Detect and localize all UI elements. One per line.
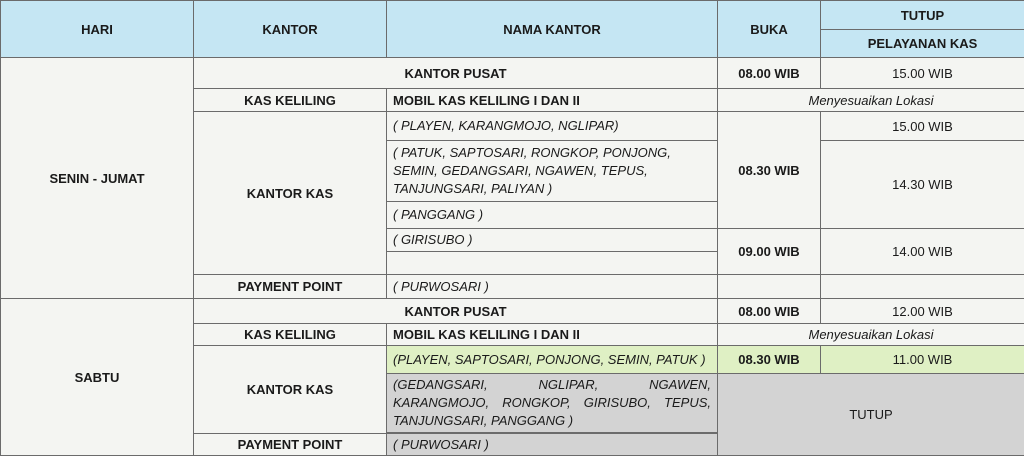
sat-kantor-pusat-close: 12.00 WIB xyxy=(821,299,1024,324)
payment-point-name: ( PURWOSARI ) xyxy=(387,275,718,299)
sat-payment-point-label: PAYMENT POINT xyxy=(194,434,387,456)
payment-point-open-empty xyxy=(718,275,821,299)
kantor-kas-group-4: ( GIRISUBO ) xyxy=(387,229,718,252)
kantor-kas-group-4-spacer xyxy=(387,252,718,275)
header-buka: BUKA xyxy=(718,1,821,58)
header-kantor: KANTOR xyxy=(194,1,387,58)
kas-keliling-note: Menyesuaikan Lokasi xyxy=(718,89,1024,112)
kantor-kas-group-2: ( PATUK, SAPTOSARI, RONGKOP, PONJONG, SEMIN, GEDANGSARI, NGAWEN, TEPUS, TANJUNGSARI, PALIYAN ) xyxy=(387,141,718,202)
kantor-kas-close-1: 15.00 WIB xyxy=(821,112,1024,141)
sat-kantor-kas-close: 11.00 WIB xyxy=(821,346,1024,374)
kas-keliling-label: KAS KELILING xyxy=(194,89,387,112)
table-row xyxy=(1,299,1024,324)
payment-point-label: PAYMENT POINT xyxy=(194,275,387,299)
kantor-kas-close-2: 14.30 WIB xyxy=(821,141,1024,229)
kantor-kas-group-3: ( PANGGANG ) xyxy=(387,202,718,229)
header-pelayanan-kas: PELAYANAN KAS xyxy=(821,30,1024,58)
kantor-pusat-name: KANTOR PUSAT xyxy=(194,58,718,89)
header-nama-kantor: NAMA KANTOR xyxy=(387,1,718,58)
header-tutup: TUTUP xyxy=(821,1,1024,30)
sat-kas-keliling-label: KAS KELILING xyxy=(194,324,387,346)
kantor-kas-group-1: ( PLAYEN, KARANGMOJO, NGLIPAR) xyxy=(387,112,718,141)
kantor-kas-close-3: 14.00 WIB xyxy=(821,229,1024,275)
sat-kas-keliling-note: Menyesuaikan Lokasi xyxy=(718,324,1024,346)
kas-keliling-name: MOBIL KAS KELILING I DAN II xyxy=(387,89,718,112)
header-hari: HARI xyxy=(1,1,194,58)
day-saturday: SABTU xyxy=(1,299,194,456)
sat-kantor-kas-group-closed: (GEDANGSARI, NGLIPAR, NGAWEN, KARANGMOJO, RONGKOP, GIRISUBO, TEPUS, TANJUNGSARI, PANGGANG ) xyxy=(387,374,718,433)
kantor-pusat-close: 15.00 WIB xyxy=(821,58,1024,89)
sat-kantor-pusat-name: KANTOR PUSAT xyxy=(194,299,718,324)
kantor-kas-label: KANTOR KAS xyxy=(194,112,387,275)
kantor-kas-open-a: 08.30 WIB xyxy=(718,112,821,229)
day-weekday: SENIN - JUMAT xyxy=(1,58,194,299)
kantor-kas-open-b: 09.00 WIB xyxy=(718,229,821,275)
sat-payment-point-name: ( PURWOSARI ) xyxy=(387,434,718,456)
table-row xyxy=(1,58,1024,89)
sat-kantor-kas-group-open: (PLAYEN, SAPTOSARI, PONJONG, SEMIN, PATUK ) xyxy=(387,346,718,374)
sat-kantor-pusat-open: 08.00 WIB xyxy=(718,299,821,324)
sat-kantor-kas-closed-label: TUTUP xyxy=(718,374,1024,456)
kantor-pusat-open: 08.00 WIB xyxy=(718,58,821,89)
sat-kas-keliling-name: MOBIL KAS KELILING I DAN II xyxy=(387,324,718,346)
sat-kantor-kas-label: KANTOR KAS xyxy=(194,346,387,434)
sat-kantor-kas-open: 08.30 WIB xyxy=(718,346,821,374)
payment-point-close-empty xyxy=(821,275,1024,299)
